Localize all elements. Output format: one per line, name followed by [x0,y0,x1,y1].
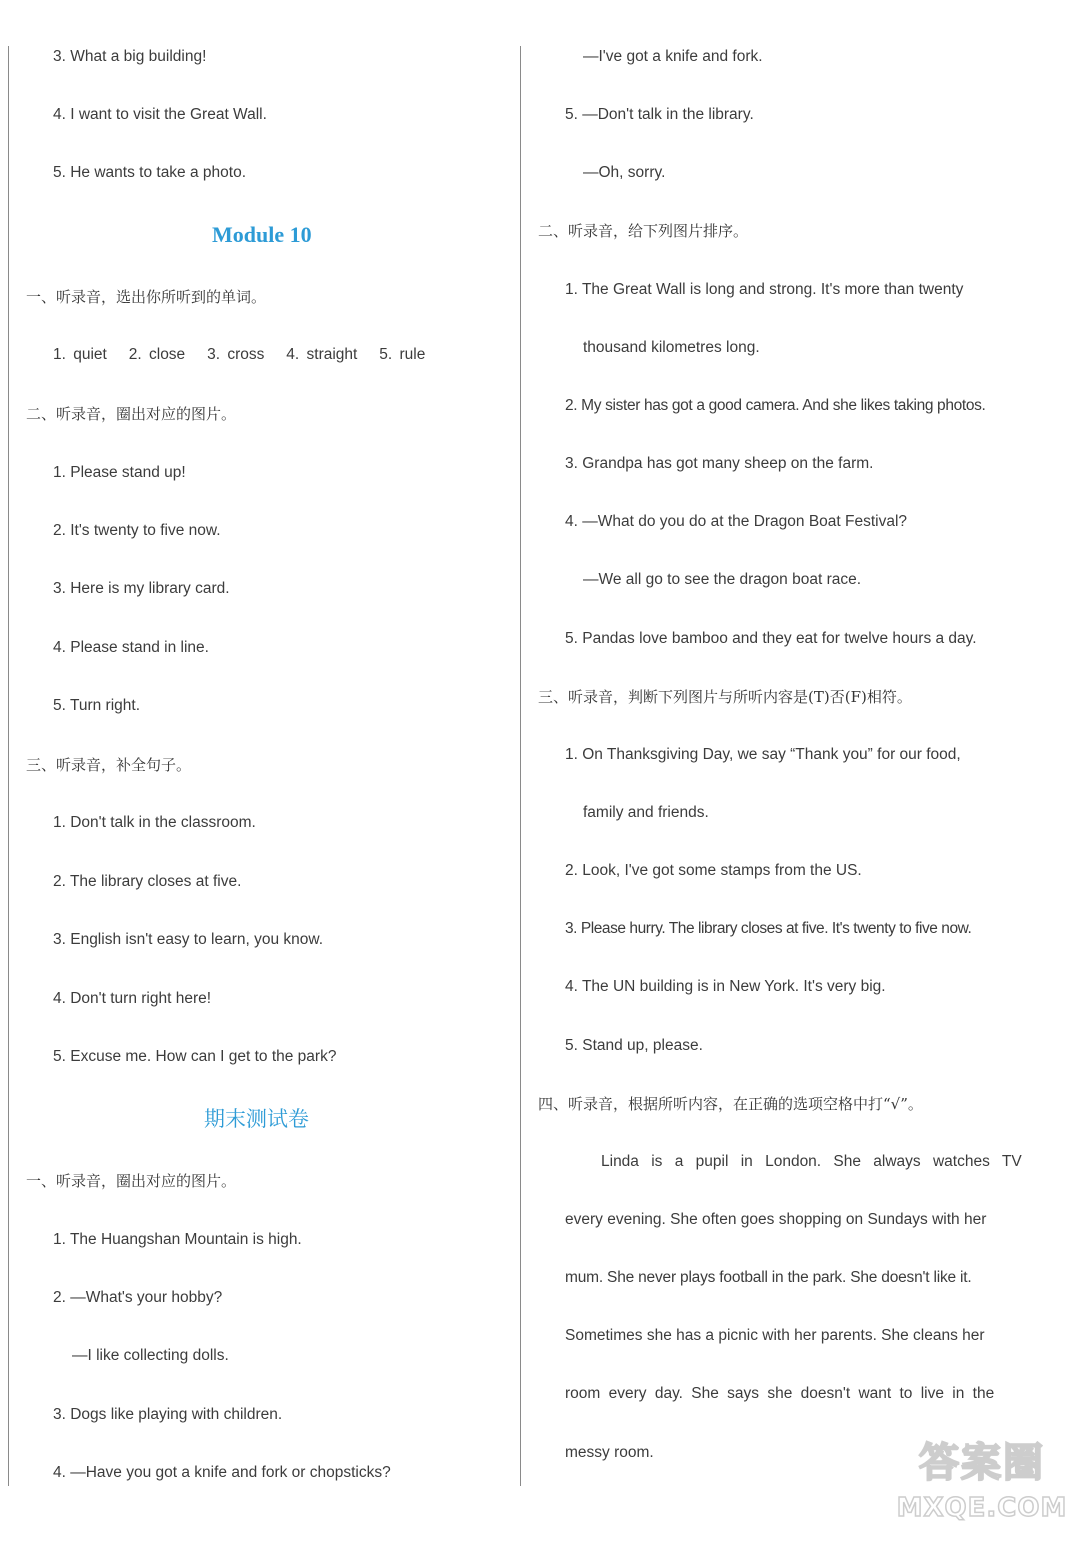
module-title: Module 10 [212,222,312,247]
text-line: 1. Please stand up! [53,464,186,481]
passage-line: Sometimes she has a picnic with her parents. She cleans her [565,1327,985,1344]
passage-line: every evening. She often goes shopping on Sundays with her [565,1211,987,1228]
text-line: 4. I want to visit the Great Wall. [53,106,267,123]
text-line: 4. —Have you got a knife and fork or chopsticks? [53,1464,391,1481]
column-divider-rule [520,46,521,1486]
passage-line: room every day. She says she doesn't want to live in the [565,1385,995,1402]
text-line: 5. —Don't talk in the library. [565,106,754,123]
section-heading: 三、听录音，判断下列图片与所听内容是(T)否(F)相符。 [538,688,912,706]
final-test-title: 期末测试卷 [204,1107,309,1131]
section-heading: 四、听录音，根据所听内容，在正确的选项空格中打“√”。 [538,1095,923,1113]
passage-line: messy room. [565,1444,654,1461]
text-line: 3. English isn't easy to learn, you know. [53,931,324,948]
section-heading: 一、听录音，选出你所听到的单词。 [26,288,267,306]
text-line: 1. The Great Wall is long and strong. It's more than twenty [565,281,964,298]
passage-line: Linda is a pupil in London. She always watches TV [601,1153,1022,1170]
text-line: 3. What a big building! [53,48,207,65]
text-line: family and friends. [583,804,709,821]
text-line: 2. My sister has got a good camera. And she likes taking photos. [565,397,986,414]
word-list: 1. quiet 2. close 3. cross 4. straight 5. rule [53,346,426,363]
text-line: thousand kilometres long. [583,339,760,356]
section-heading: 二、听录音，给下列图片排序。 [538,222,749,240]
text-line: —I like collecting dolls. [72,1347,229,1364]
text-line: 5. He wants to take a photo. [53,164,247,181]
text-line: 5. Turn right. [53,697,141,714]
watermark-logo [892,1439,1072,1539]
text-line: 2. It's twenty to five now. [53,522,221,539]
text-line: 1. The Huangshan Mountain is high. [53,1231,302,1248]
text-line: 5. Stand up, please. [565,1037,703,1054]
text-line: 1. Don't talk in the classroom. [53,814,256,831]
text-line: 3. Here is my library card. [53,580,230,597]
text-line: 4. The UN building is in New York. It's very big. [565,978,886,995]
left-margin-rule [8,46,9,1486]
text-line: 3. Grandpa has got many sheep on the farm. [565,455,874,472]
text-line: 1. On Thanksgiving Day, we say “Thank you” for our food, [565,746,961,763]
text-line: 2. The library closes at five. [53,873,242,890]
text-line: —Oh, sorry. [583,164,666,181]
text-line: —We all go to see the dragon boat race. [583,571,862,588]
text-line: 2. —What's your hobby? [53,1289,223,1306]
passage-line: mum. She never plays football in the park. She doesn't like it. [565,1269,972,1286]
text-line: 2. Look, I've got some stamps from the US. [565,862,862,879]
text-line: 5. Excuse me. How can I get to the park? [53,1048,337,1065]
section-heading: 一、听录音，圈出对应的图片。 [26,1172,237,1190]
text-line: 4. —What do you do at the Dragon Boat Festival? [565,513,908,530]
text-line: 4. Please stand in line. [53,639,209,656]
watermark-text: 答案圈 [919,1440,1045,1486]
section-heading: 三、听录音，补全句子。 [26,756,192,774]
text-line: 5. Pandas love bamboo and they eat for twelve hours a day. [565,630,977,647]
text-line: 4. Don't turn right here! [53,990,212,1007]
text-line: —I've got a knife and fork. [583,48,763,65]
watermark-url: MXQE.COM [896,1493,1068,1523]
text-line: 3. Dogs like playing with children. [53,1406,283,1423]
text-line: 3. Please hurry. The library closes at five. It's twenty to five now. [565,920,972,937]
section-heading: 二、听录音，圈出对应的图片。 [26,405,237,423]
